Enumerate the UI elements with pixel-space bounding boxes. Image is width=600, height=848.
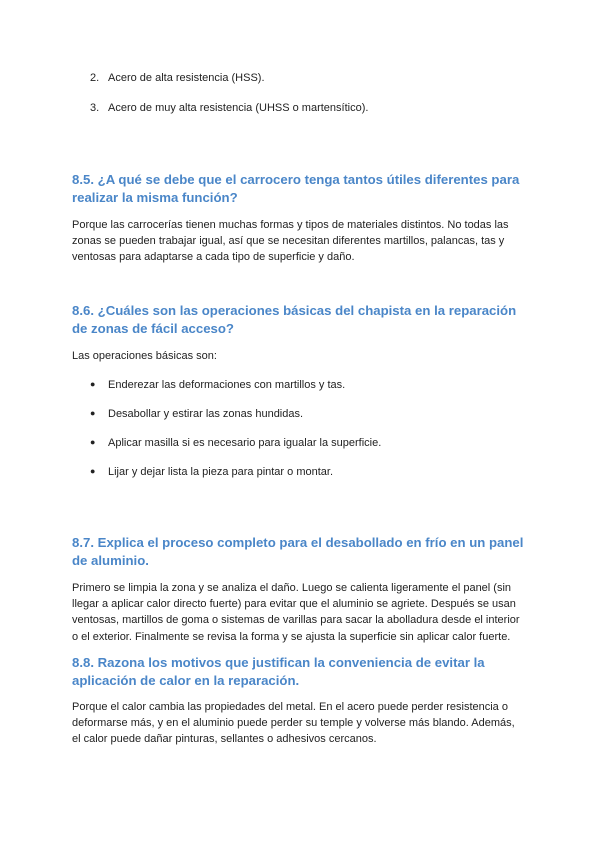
heading-line: 8.7. Explica el proceso completo para el desabollado en frío en un panel [72,535,524,550]
paragraph-line: Porque las carrocerías tienen muchas formas y tipos de materiales distintos. No todas las [72,219,509,231]
bullet-text: Lijar y dejar lista la pieza para pintar o montar. [108,466,334,478]
section-8-6-heading [72,302,532,338]
heading-line: realizar la misma función? [72,190,238,205]
list-item-text: Acero de alta resistencia (HSS). [108,72,265,84]
paragraph-line: o el exterior. Finalmente se revisa la forma y se ajusta la superficie sin aplicar calor fuerte. [72,630,511,643]
bullet-dot-icon: ● [90,408,96,418]
list-number: 2. [90,72,100,84]
section-8-5-body [72,217,534,266]
paragraph-line: Primero se limpia la zona y se analiza el daño. Luego se calienta ligeramente el panel (sin [72,582,512,594]
section-8-7-body [72,580,534,645]
bullet-text: Desabollar y estirar las zonas hundidas. [108,408,304,420]
paragraph-line: deformarse más, y en el aluminio puede perder su temple y volverse más blando. Además, [72,717,515,730]
section-8-6-intro: Las operaciones básicas son: [72,350,217,362]
paragraph-line: llegar a aplicar calor directo fuerte) para evitar que el aluminio se agriete. Después se usan [72,598,516,611]
heading-line: 8.6. ¿Cuáles son las operaciones básicas del chapista en la reparación [72,303,517,318]
bullet-dot-icon: ● [90,379,96,389]
paragraph-line: ventosas para adaptarse a cada tipo de superficie y daño. [72,251,355,264]
paragraph-line: ventosas, martillos de goma o sistemas de varillas para sacar la abolladura desde el interior [72,614,520,627]
section-8-8-heading [72,654,532,690]
list-number: 3. [90,102,100,114]
paragraph-line: Porque el calor cambia las propiedades del metal. En el acero puede perder resistencia o [72,701,508,713]
heading-line: 8.5. ¿A qué se debe que el carrocero tenga tantos útiles diferentes para [72,172,520,187]
numbered-item-2 [90,71,265,85]
section-8-7-heading [72,534,532,570]
heading-line: aplicación de calor en la reparación. [72,673,300,688]
bullet-dot-icon: ● [90,466,96,476]
list-item-text: Acero de muy alta resistencia (UHSS o martensítico). [108,102,369,114]
bullet-item [90,406,303,421]
bullet-item [90,464,333,479]
bullet-dot-icon: ● [90,437,96,447]
heading-line: 8.8. Razona los motivos que justifican la conveniencia de evitar la [72,655,485,670]
section-8-8-body [72,699,534,748]
heading-line: de zonas de fácil acceso? [72,321,234,336]
section-8-5-heading [72,171,532,207]
bullet-item [90,435,381,450]
numbered-item-3 [90,101,368,115]
bullet-text: Aplicar masilla si es necesario para igualar la superficie. [108,437,382,449]
bullet-item [90,377,345,392]
paragraph-line: el calor puede dañar pinturas, sellantes o adhesivos cercanos. [72,733,377,746]
paragraph-line: zonas se pueden trabajar igual, así que se necesitan diferentes martillos, palancas, tas y [72,235,505,248]
bullet-text: Enderezar las deformaciones con martillos y tas. [108,379,346,391]
heading-line: de aluminio. [72,553,149,568]
